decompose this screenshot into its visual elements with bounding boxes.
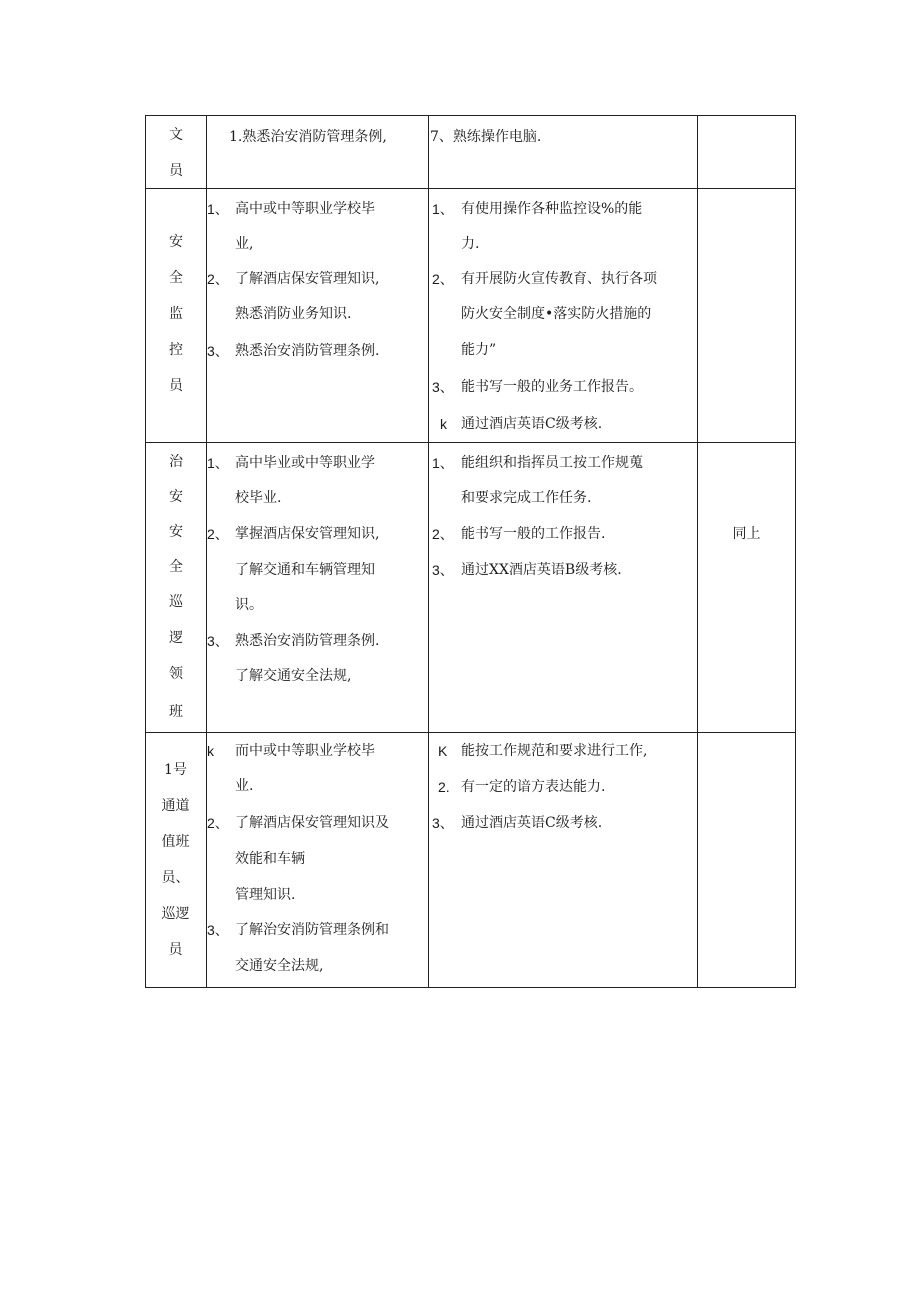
row-divider-1 xyxy=(145,188,796,189)
requirement-text: 熟悉消防业务知识. xyxy=(235,306,352,322)
list-number: k xyxy=(440,416,447,432)
role-char: 逻 xyxy=(169,630,183,646)
column-divider-2 xyxy=(428,115,429,988)
list-number: 2. xyxy=(438,779,450,795)
requirement-text: 管理知识. xyxy=(235,887,296,903)
role-line: 通道 xyxy=(161,798,190,814)
role-char: 安 xyxy=(169,489,183,505)
list-number: 3、 xyxy=(207,633,229,649)
ability-text: 7、熟练操作电脑. xyxy=(430,129,542,145)
ability-text: 能按工作规范和要求进行工作, xyxy=(461,743,648,759)
role-line: 1号 xyxy=(164,762,187,778)
list-number: 3、 xyxy=(432,562,454,578)
requirement-text: 1.熟悉治安消防管理条例, xyxy=(229,129,387,145)
table-border-left xyxy=(145,115,146,988)
requirement-text: 效能和车辆 xyxy=(235,851,305,867)
requirement-text: 高中毕业或中等职业学 xyxy=(235,455,375,471)
remark-text: 同上 xyxy=(732,526,761,542)
list-number: 3、 xyxy=(207,922,229,938)
list-number: 2、 xyxy=(207,526,229,542)
requirements-table xyxy=(145,115,796,988)
ability-text: 通过XX酒店英语B级考核. xyxy=(461,562,622,578)
ability-text: 通过酒店英语C级考核. xyxy=(461,416,603,432)
requirement-text: 了解治安消防管理条例和 xyxy=(235,922,389,938)
requirement-text: 熟悉治安消防管理条例. xyxy=(235,633,380,649)
requirement-text: 业. xyxy=(235,778,254,794)
list-number: 2、 xyxy=(207,271,229,287)
row-divider-2 xyxy=(145,442,796,443)
role-char: 文 xyxy=(169,127,183,143)
table-border-top xyxy=(145,115,796,116)
ability-text: 通过酒店英语C级考核. xyxy=(461,815,603,831)
list-number: 2、 xyxy=(432,526,454,542)
requirement-text: 了解交通安全法规, xyxy=(235,668,352,684)
requirement-text: 识。 xyxy=(235,597,263,613)
list-number: 3、 xyxy=(432,379,454,395)
list-number: 3、 xyxy=(432,815,454,831)
role-line: 值班 xyxy=(161,834,190,850)
requirement-text: 了解交通和车辆管理知 xyxy=(235,562,375,578)
requirement-text: 高中或中等职业学校毕 xyxy=(235,201,375,217)
role-char: 班 xyxy=(169,704,183,720)
ability-text: 力. xyxy=(461,236,480,252)
list-number: 1、 xyxy=(432,455,454,471)
role-line: 员、 xyxy=(161,870,190,886)
ability-text: 能书写一般的业务工作报告。 xyxy=(461,379,643,395)
role-char: 全 xyxy=(169,270,183,286)
list-number: 3、 xyxy=(207,343,229,359)
list-number: 2、 xyxy=(207,815,229,831)
column-divider-3 xyxy=(697,115,698,988)
table-border-bottom xyxy=(145,987,796,988)
ability-text: 有一定的谙方表达能力. xyxy=(461,779,606,795)
list-number: 1、 xyxy=(207,201,229,217)
role-char: 领 xyxy=(169,666,183,682)
column-divider-1 xyxy=(206,115,207,988)
requirement-text: 了解酒店保安管理知识及 xyxy=(235,815,389,831)
ability-text: 能组织和指挥员工按工作规蒐 xyxy=(461,455,643,471)
role-line: 员 xyxy=(168,942,183,958)
row-divider-3 xyxy=(145,732,796,733)
list-number: 1、 xyxy=(207,455,229,471)
ability-text: 能力” xyxy=(461,342,497,358)
role-char: 控 xyxy=(169,342,183,358)
ability-text: 有使用操作各种监控设%的能 xyxy=(461,201,643,217)
role-char: 安 xyxy=(169,234,183,250)
role-char: 员 xyxy=(169,378,183,394)
table-border-right xyxy=(795,115,796,988)
role-char: 全 xyxy=(169,559,183,575)
role-char: 治 xyxy=(169,454,183,470)
role-char: 员 xyxy=(169,163,183,179)
list-number: 1、 xyxy=(432,201,454,217)
role-char: 巡 xyxy=(169,594,183,610)
ability-text: 能书写一般的工作报告. xyxy=(461,526,606,542)
requirement-text: 业, xyxy=(235,236,254,252)
list-number: K xyxy=(438,743,448,759)
list-number: 2、 xyxy=(432,271,454,287)
requirement-text: 校毕业. xyxy=(235,490,282,506)
requirement-text: 而中或中等职业学校毕 xyxy=(235,743,375,759)
ability-text: 有开展防火宣传教育、执行各项 xyxy=(461,271,657,287)
requirement-text: 掌握酒店保安管理知识, xyxy=(235,526,380,542)
ability-text: 和要求完成工作任务. xyxy=(461,490,592,506)
requirement-text: 交通安全法规, xyxy=(235,958,324,974)
requirement-text: 熟悉治安消防管理条例. xyxy=(235,343,380,359)
requirement-text: 了解酒店保安管理知识, xyxy=(235,271,380,287)
role-char: 安 xyxy=(169,524,183,540)
ability-text: 防火安全制度•落实防火措施的 xyxy=(461,306,652,322)
role-line: 巡逻 xyxy=(161,906,190,922)
list-number: k xyxy=(207,743,214,759)
role-char: 监 xyxy=(169,306,183,322)
